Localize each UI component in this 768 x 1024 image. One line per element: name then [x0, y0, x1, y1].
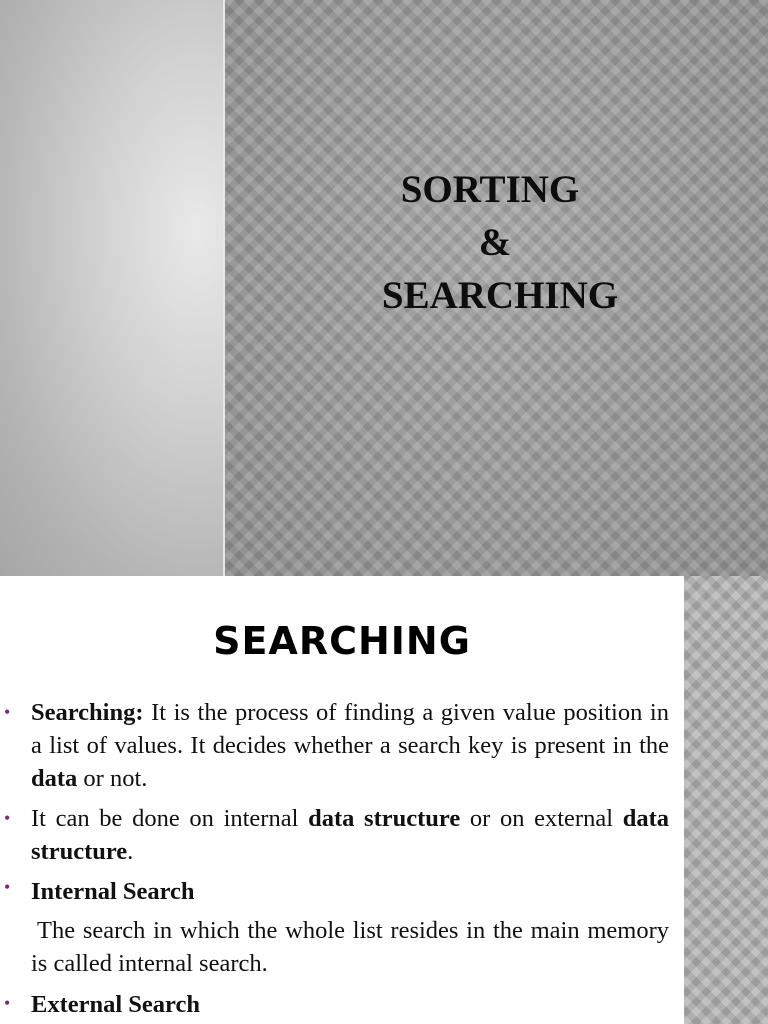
bullet-icon: •: [4, 808, 11, 828]
title-line-3: SEARCHING: [381, 274, 619, 317]
title-line-1: SORTING: [400, 168, 580, 211]
slide-title: [350, 163, 650, 322]
term-external-search: External Search: [31, 991, 200, 1018]
slide-heading: SEARCHING: [213, 619, 471, 663]
text: or on external: [460, 805, 623, 832]
heading-internal-search: [31, 875, 669, 908]
heading-external-search: [31, 988, 669, 1021]
bullet-icon: •: [4, 993, 11, 1013]
slide-pattern-stripe: [684, 576, 768, 1024]
paragraph-data-structure: [31, 802, 669, 868]
title-line-2: &: [478, 221, 512, 264]
text: It is the process of finding a given value position in a list of values. It decides whether a search key is present in the: [31, 699, 669, 759]
bullet-icon: •: [4, 877, 11, 897]
term-searching: Searching:: [31, 699, 144, 726]
bold-data-structure: data structure: [308, 805, 461, 832]
bullet-icon: •: [4, 702, 11, 722]
bold-data: data: [31, 765, 78, 792]
paragraph-internal-search: The search in which the whole list resides in the main memory is called internal search.: [31, 917, 669, 977]
slide-left-gradient-panel: [0, 0, 224, 576]
bold-data-structure: data structure: [31, 805, 669, 865]
paragraph-searching-definition: [31, 696, 669, 795]
text: .: [127, 838, 134, 865]
term-internal-search: Internal Search: [31, 878, 195, 905]
text: or not.: [77, 765, 148, 792]
text: It can be done on internal: [31, 805, 309, 832]
content-slide: [0, 576, 768, 1024]
